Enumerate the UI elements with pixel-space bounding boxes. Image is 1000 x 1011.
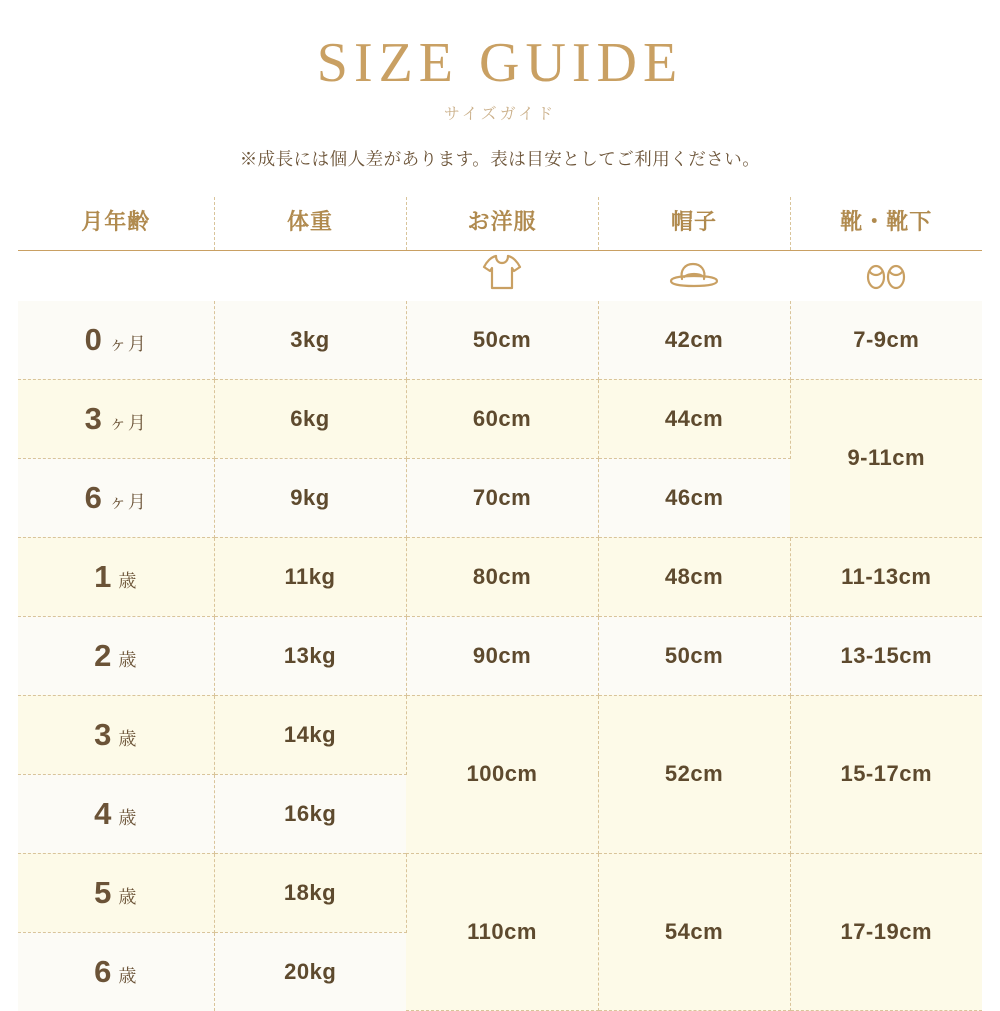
age-unit: 歳 (118, 649, 138, 670)
age-unit: 歳 (118, 886, 138, 907)
cell-hat: 42cm (598, 301, 790, 380)
age-number: 6 (84, 479, 103, 515)
column-header-clothes: お洋服 (406, 197, 598, 251)
cell-hat: 44cm (598, 379, 790, 458)
cell-shoes: 15-17cm (790, 695, 982, 853)
cell-shoes: 11-13cm (790, 537, 982, 616)
age-number: 6 (94, 953, 113, 989)
cell-age (18, 537, 214, 616)
cell-weight: 18kg (214, 853, 406, 932)
size-table-wrapper (0, 197, 1000, 1011)
hat-icon (598, 250, 790, 301)
cell-weight: 16kg (214, 774, 406, 853)
icon-cell-age (18, 250, 214, 301)
dress-icon (406, 250, 598, 301)
cell-age (18, 379, 214, 458)
cell-weight: 9kg (214, 458, 406, 537)
cell-clothes: 90cm (406, 616, 598, 695)
cell-clothes: 50cm (406, 301, 598, 380)
cell-hat: 46cm (598, 458, 790, 537)
cell-shoes: 9-11cm (790, 379, 982, 537)
age-unit: ヶ月 (108, 491, 147, 512)
cell-age (18, 616, 214, 695)
cell-hat: 52cm (598, 695, 790, 853)
icon-cell-weight (214, 250, 406, 301)
cell-age (18, 853, 214, 932)
cell-clothes: 100cm (406, 695, 598, 853)
cell-weight: 14kg (214, 695, 406, 774)
age-number: 3 (84, 400, 103, 436)
cell-clothes: 110cm (406, 853, 598, 1011)
cell-weight: 6kg (214, 379, 406, 458)
cell-clothes: 80cm (406, 537, 598, 616)
cell-weight: 11kg (214, 537, 406, 616)
cell-weight: 13kg (214, 616, 406, 695)
age-unit: 歳 (118, 965, 138, 986)
age-unit: 歳 (118, 807, 138, 828)
cell-hat: 54cm (598, 853, 790, 1011)
disclaimer-note: ※成長には個人差があります。表は目安としてご利用ください。 (239, 148, 761, 169)
cell-shoes: 17-19cm (790, 853, 982, 1011)
table-row (18, 695, 982, 774)
cell-age (18, 458, 214, 537)
table-body (18, 301, 982, 1011)
table-row (18, 379, 982, 458)
page-header (0, 0, 1000, 171)
page-title: SIZE GUIDE (316, 32, 684, 94)
table-row (18, 537, 982, 616)
table-header-row (18, 197, 982, 251)
table-row (18, 301, 982, 380)
cell-shoes: 13-15cm (790, 616, 982, 695)
cell-weight: 20kg (284, 958, 337, 984)
shoes-icon (790, 250, 982, 301)
cell-hat: 48cm (598, 537, 790, 616)
size-table (18, 197, 982, 1011)
column-header-age: 月年齢 (18, 197, 214, 251)
cell-age (18, 774, 214, 853)
age-number: 4 (94, 795, 113, 831)
table-row (18, 853, 982, 932)
cell-weight: 3kg (214, 301, 406, 380)
age-number: 5 (94, 874, 113, 910)
age-unit: 歳 (118, 570, 138, 591)
cell-age (18, 695, 214, 774)
age-number: 1 (94, 558, 113, 594)
age-unit: ヶ月 (108, 412, 147, 433)
table-row (18, 616, 982, 695)
age-number: 2 (94, 637, 113, 673)
cell-shoes: 7-9cm (790, 301, 982, 380)
column-header-shoes: 靴・靴下 (790, 197, 982, 251)
icon-row (18, 250, 982, 301)
cell-age (18, 932, 214, 1011)
column-header-hat: 帽子 (598, 197, 790, 251)
age-unit: 歳 (118, 728, 138, 749)
page-subtitle: サイズガイド (443, 105, 557, 123)
age-unit: ヶ月 (108, 333, 147, 354)
cell-clothes: 70cm (406, 458, 598, 537)
age-number: 3 (94, 716, 113, 752)
age-number: 0 (84, 321, 103, 357)
cell-hat: 50cm (598, 616, 790, 695)
cell-age (18, 301, 214, 380)
cell-clothes: 60cm (406, 379, 598, 458)
column-header-weight: 体重 (214, 197, 406, 251)
